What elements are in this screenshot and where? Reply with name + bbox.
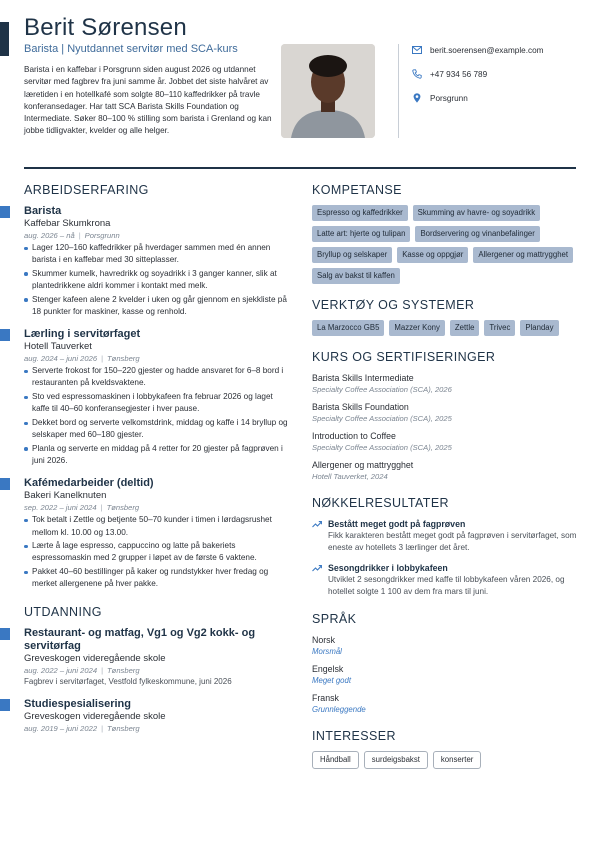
trend-up-icon bbox=[312, 519, 322, 529]
job-bullet: Serverte frokost for 150–220 gjester og hadde ansvaret for 6–8 bord i restauranten på kveldsvaktene. bbox=[24, 365, 292, 389]
contact-phone[interactable] bbox=[412, 68, 592, 80]
language-level: Grunnleggende bbox=[312, 705, 366, 714]
entry-marker bbox=[0, 699, 10, 711]
course-meta: Hotell Tauverket, 2024 bbox=[312, 472, 388, 481]
job-meta bbox=[24, 353, 292, 364]
job-place: Tønsberg bbox=[106, 503, 140, 513]
education-entry bbox=[24, 698, 292, 734]
experience-entry bbox=[24, 205, 292, 318]
entry-marker bbox=[0, 206, 10, 218]
header-accent-bar bbox=[0, 22, 9, 56]
header-divider bbox=[398, 44, 399, 138]
job-bullet: Sto ved espressomaskinen i lobbykafeen fra februar 2026 og laget kaffe til 40–60 konferansegjester i hver pause. bbox=[24, 391, 292, 415]
result-text: Fikk karakteren bestått meget godt på fagprøven i servitørfaget, som eneste av hotellets 3 lærlinger det året. bbox=[328, 531, 577, 552]
course-name: Barista Skills Intermediate bbox=[312, 373, 414, 383]
job-dates: aug. 2026 – nå bbox=[24, 231, 75, 240]
job-bullet: Tok betalt i Zettle og betjente 50–70 kunder i timen i lørdagsrushet mellom kl. 10.00 og 13.00. bbox=[24, 514, 292, 538]
skills-list bbox=[312, 205, 582, 284]
job-dates: aug. 2024 – juni 2026 bbox=[24, 354, 98, 364]
interest-chip: Håndball bbox=[312, 751, 359, 769]
language-item bbox=[312, 634, 582, 657]
entry-marker bbox=[0, 628, 10, 640]
employer: Hotell Tauverket bbox=[24, 341, 92, 353]
language-name: Fransk bbox=[312, 693, 339, 703]
interest-chip: surdeigsbakst bbox=[364, 751, 428, 769]
skill-chip: Latte art: hjerte og tulipan bbox=[312, 226, 410, 242]
skill-chip: Allergener og mattrygghet bbox=[473, 247, 573, 263]
right-column bbox=[312, 183, 582, 783]
location-pin-icon bbox=[412, 93, 422, 103]
job-bullet: Planla og serverte en middag på 4 retter for 20 gjester på fagprøven i juni 2026. bbox=[24, 443, 292, 467]
job-bullets bbox=[24, 242, 292, 318]
education-place: Tønsberg bbox=[107, 665, 140, 675]
person-name: Berit Sørensen bbox=[24, 14, 187, 41]
job-bullets bbox=[24, 365, 292, 467]
language-item bbox=[312, 663, 582, 686]
job-bullet: Dekket bord og serverte velkomstdrink, middag og kaffe i 14 bryllup og selskaper med 60–180 gjester. bbox=[24, 417, 292, 441]
meta-separator: | bbox=[100, 503, 103, 513]
header-rule bbox=[24, 167, 576, 169]
section-title-interests: INTERESSER bbox=[312, 729, 396, 743]
skill-chip: Salg av bakst til kaffen bbox=[312, 268, 400, 284]
contact-location bbox=[412, 92, 592, 104]
result-title: Bestått meget godt på fagprøven bbox=[328, 519, 466, 529]
course-meta: Specialty Coffee Association (SCA), 2025 bbox=[312, 414, 452, 423]
job-title: Kafémedarbeider (deltid) bbox=[24, 477, 154, 490]
job-bullet: Pakket 40–60 bestillinger på kaker og rundstykker hver fredag og merket allergenene på hver pakke. bbox=[24, 566, 292, 590]
job-dates: sep. 2022 – juni 2024 bbox=[24, 503, 97, 513]
degree-title: Restaurant- og matfag, Vg1 og Vg2 kokk- og servitørfag bbox=[24, 626, 256, 652]
tool-chip: Trivec bbox=[484, 320, 515, 336]
course-name: Allergener og mattrygghet bbox=[312, 460, 414, 470]
languages-list bbox=[312, 634, 582, 715]
language-level: Meget godt bbox=[312, 676, 352, 685]
skill-chip: Skumming av havre- og soyadrikk bbox=[413, 205, 540, 221]
job-place: Porsgrunn bbox=[84, 231, 120, 240]
tools-list bbox=[312, 320, 582, 336]
course-meta: Specialty Coffee Association (SCA), 2025 bbox=[312, 443, 452, 452]
course-name: Introduction to Coffee bbox=[312, 431, 396, 441]
headline: Barista | Nyutdannet servitør med SCA-kurs bbox=[24, 43, 238, 55]
course-name: Barista Skills Foundation bbox=[312, 402, 409, 412]
meta-separator: | bbox=[101, 354, 104, 364]
email-text: berit.soerensen@example.com bbox=[430, 45, 544, 55]
tool-chip: Planday bbox=[520, 320, 558, 336]
section-title-tools: VERKTØY OG SYSTEMER bbox=[312, 298, 475, 312]
education-meta bbox=[24, 665, 292, 676]
trend-up-icon bbox=[312, 563, 322, 573]
left-column bbox=[24, 183, 292, 744]
course-item bbox=[312, 430, 582, 453]
job-bullet: Lærte å lage espresso, cappuccino og latte på bakeriets espressomaskin med 2 grupper i løpet av de første 6 vaktene. bbox=[24, 540, 292, 564]
job-title: Lærling i servitørfaget bbox=[24, 328, 141, 341]
skill-chip: Bryllup og selskaper bbox=[312, 247, 392, 263]
tool-chip: Mazzer Kony bbox=[389, 320, 445, 336]
course-meta: Specialty Coffee Association (SCA), 2026 bbox=[312, 385, 452, 394]
result-title: Sesongdrikker i lobbykafeen bbox=[328, 563, 448, 573]
employer: Bakeri Kanelknuten bbox=[24, 490, 107, 502]
employer: Kaffebar Skumkrona bbox=[24, 218, 111, 229]
meta-separator: | bbox=[101, 665, 104, 675]
location-text: Porsgrunn bbox=[430, 93, 468, 103]
course-item bbox=[312, 401, 582, 424]
tool-chip: Zettle bbox=[450, 320, 480, 336]
meta-separator: | bbox=[78, 231, 81, 240]
language-item bbox=[312, 692, 582, 715]
result-item bbox=[312, 518, 582, 554]
school: Greveskogen videregående skole bbox=[24, 710, 166, 722]
language-name: Engelsk bbox=[312, 664, 344, 674]
skill-chip: Bordservering og vinanbefalinger bbox=[415, 226, 539, 242]
section-title-experience: ARBEIDSERFARING bbox=[24, 183, 149, 197]
education-note: Fagbrev i servitørfaget, Vestfold fylkeskommune, juni 2026 bbox=[24, 676, 232, 686]
result-text: Utviklet 2 sesongdrikker med kaffe til lobbykafeen våren 2026, og hotellet solgte 1 100 av dem fra mars til juni. bbox=[328, 575, 565, 596]
job-place: Tønsberg bbox=[107, 354, 140, 364]
profile-photo bbox=[281, 44, 375, 138]
job-bullets bbox=[24, 514, 292, 590]
job-title: Barista bbox=[24, 205, 62, 217]
school: Greveskogen videregående skole bbox=[24, 652, 166, 664]
section-title-courses: KURS OG SERTIFISERINGER bbox=[312, 350, 496, 364]
meta-separator: | bbox=[101, 723, 104, 733]
tool-chip: La Marzocco GB5 bbox=[312, 320, 384, 336]
courses-list bbox=[312, 372, 582, 482]
education-dates: aug. 2019 – juni 2022 bbox=[24, 723, 98, 733]
job-bullet: Lager 120–160 kaffedrikker på hverdager sammen med én annen barista i en kaffebar med 30 sitteplasser. bbox=[24, 242, 292, 266]
education-place: Tønsberg bbox=[107, 723, 140, 733]
education-dates: aug. 2022 – juni 2024 bbox=[24, 665, 98, 675]
summary: Barista i en kaffebar i Porsgrunn siden august 2026 og utdannet servitør med fagbrev fra juni samme år. Jobbet det siste halvåret av læretiden i en hotellkafé som solgte 80–110 kaffedrikker på travle konferansedager. Har tatt SCA Barista Skills Foundation og Intermediate. Søker 80–100 % stilling som barista i Grenland og kan jobbe tidligvakter, kvelder og alle helger. bbox=[24, 65, 272, 136]
section-title-education: UTDANNING bbox=[24, 604, 102, 619]
course-item bbox=[312, 372, 582, 395]
entry-marker bbox=[0, 478, 10, 490]
job-bullet: Skummer kumelk, havredrikk og soyadrikk i 3 ganger kanner, slik at plantedrikkene aldri kommer i kontakt med melk. bbox=[24, 268, 292, 292]
education-entry bbox=[24, 627, 292, 688]
contact-block bbox=[412, 44, 592, 116]
interest-chip: konserter bbox=[433, 751, 482, 769]
job-meta bbox=[24, 502, 292, 513]
section-title-skills: KOMPETANSE bbox=[312, 183, 402, 197]
experience-entry bbox=[24, 477, 292, 590]
phone-text: +47 934 56 789 bbox=[430, 69, 488, 79]
entry-marker bbox=[0, 329, 10, 341]
results-list bbox=[312, 518, 582, 598]
contact-email[interactable] bbox=[412, 44, 592, 56]
education-meta bbox=[24, 723, 292, 734]
experience-entry bbox=[24, 328, 292, 467]
section-title-results: NØKKELRESULTATER bbox=[312, 496, 449, 510]
result-item bbox=[312, 562, 582, 598]
job-bullet: Stenger kafeen alene 2 kvelder i uken og går gjennom en sjekkliste på 18 punkter for maskiner, kasse og renhold. bbox=[24, 294, 292, 318]
course-item bbox=[312, 459, 582, 482]
mail-icon bbox=[412, 45, 422, 55]
skill-chip: Kasse og oppgjør bbox=[397, 247, 468, 263]
section-title-languages: SPRÅK bbox=[312, 612, 357, 626]
language-name: Norsk bbox=[312, 635, 335, 645]
phone-icon bbox=[412, 69, 422, 79]
interests-list bbox=[312, 751, 582, 769]
language-level: Morsmål bbox=[312, 647, 342, 656]
skill-chip: Espresso og kaffedrikker bbox=[312, 205, 408, 221]
job-meta bbox=[24, 230, 292, 241]
degree-title: Studiespesialisering bbox=[24, 697, 131, 710]
